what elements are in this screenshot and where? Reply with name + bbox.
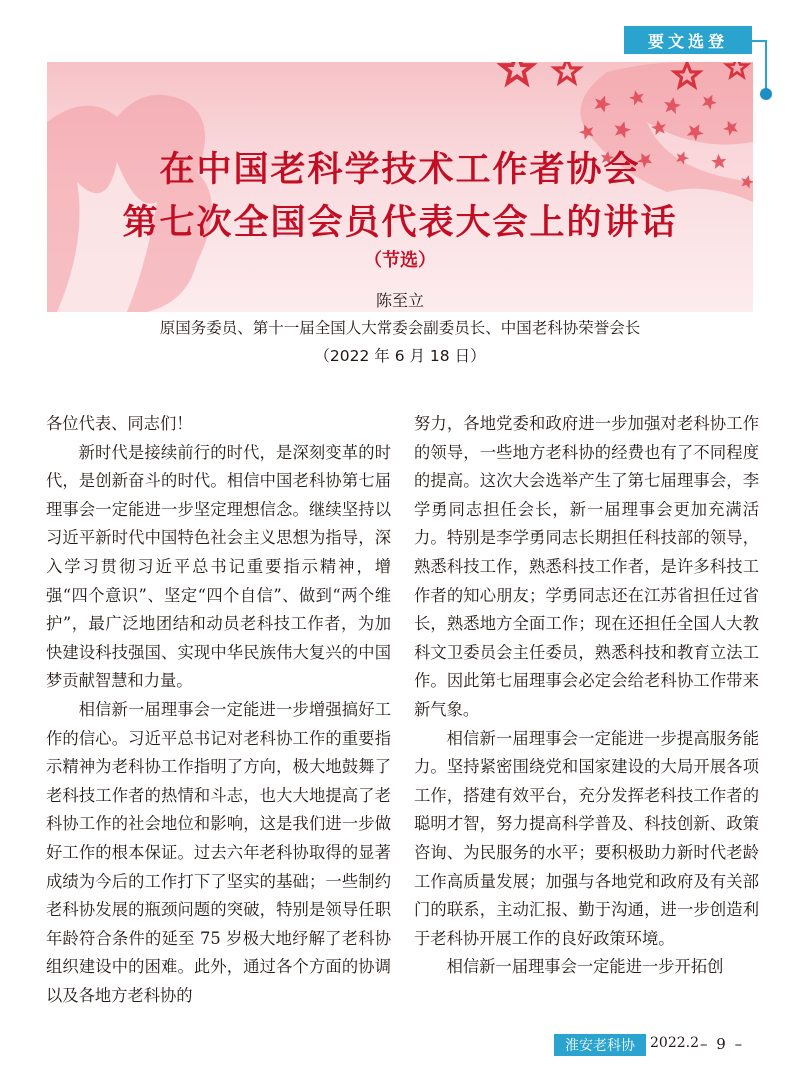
tag-dot: [760, 88, 772, 100]
title-banner: [47, 62, 753, 312]
issue-number: 2022.2: [650, 1035, 699, 1051]
paragraph-continuation: 努力，各地党委和政府进一步加强对老科协工作的领导，一些地方老科协的经费也有了不同程度的提高。这次大会选举产生了第七届理事会，李学勇同志担任会长，新一届理事会更加充满活力。特别是李学勇同志长期担任科技部的领导，熟悉科技工作，熟悉科技工作者，是许多科技工作者的知心朋友；学勇同志还在江苏省担任过省长，熟悉地方全面工作；现在还担任全国人大教科文卫委员会主任委员，熟悉科技和教育立法工作。因此第七届理事会必定会给老科协工作带来新气象。: [414, 414, 759, 719]
tag-connector-line: [752, 40, 766, 42]
subtitle: （节选）: [364, 250, 436, 271]
body-column-right: [414, 410, 759, 982]
journal-name: 淮安老科协: [554, 1034, 646, 1056]
paragraph: 相信新一届理事会一定能进一步开拓创: [446, 957, 724, 977]
paragraph: 相信新一届理事会一定能进一步提高服务能力。坚持紧密围绕党和国家建设的大局开展各项工作，搭建有效平台，充分发挥老科技工作者的聪明才智，努力提高科学普及、科技创新、政策咨询、为民服务的水平；要积极助力新时代老龄工作高质量发展；加强与各地党和政府及有关部门的联系，主动汇报、勤于沟通，进一步创造利于老科协开展工作的良好政策环境。: [414, 728, 759, 948]
body-column-left: [46, 410, 391, 1010]
author-position: 原国务委员、第十一届全国人大常委会副委员长、中国老科协荣誉会长: [159, 319, 641, 337]
paragraph: 相信新一届理事会一定能进一步增强搞好工作的信心。习近平总书记对老科协工作的重要指示精神为老科协工作指明了方向，极大地鼓舞了老科技工作者的热情和斗志，也大大地提高了老科协工作的社会地位和影响，这是我们进一步做好工作的根本保证。过去六年老科协取得的显著成绩为今后的工作打下了坚实的基础；一些制约老科协发展的瓶颈问题的突破，特别是领导任职年龄符合条件的延至 75 岁极大地纾解了老科协组织建设中的困难。此外，通过各个方面的协调以及各地方老科协的: [46, 699, 391, 1005]
page-number: – 9 –: [700, 1035, 745, 1053]
speech-date: （2022 年 6 月 18 日）: [314, 347, 486, 365]
section-tag: 要文选登: [624, 26, 752, 54]
title-line-1: 在中国老科学技术工作者协会: [159, 150, 641, 190]
salutation: 各位代表、同志们！: [46, 414, 193, 433]
paragraph: 新时代是接续前行的时代，是深刻变革的时代，是创新奋斗的时代。相信中国老科协第七届理事会一定能进一步坚定理想信念。继续坚持以习近平新时代中国特色社会主义思想为指导，深入学习贯彻习近平总书记重要指示精神，增强“四个意识”、坚定“四个自信”、做到“两个维护”，最广泛地团结和动员老科技工作者，为加快建设科技强国、实现中华民族伟大复兴的中国梦贡献智慧和力量。: [46, 442, 391, 691]
author-name: 陈至立: [375, 291, 424, 310]
tag-vertical-line: [765, 40, 767, 92]
title-line-2: 第七次全国会员代表大会上的讲话: [122, 203, 678, 243]
